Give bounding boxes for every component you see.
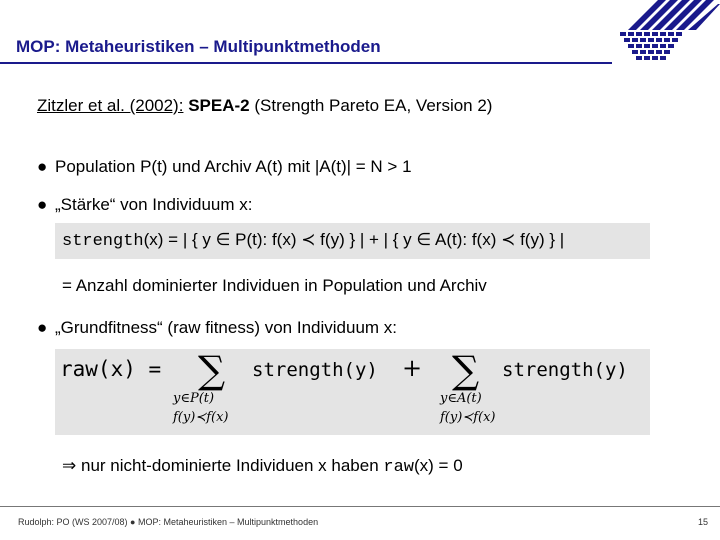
bullet-marker: ● — [37, 157, 48, 176]
sum-symbol: ∑ — [198, 349, 226, 392]
title-rule — [0, 62, 612, 64]
footer-text: Rudolph: PO (WS 2007/08) ● MOP: Metaheuristiken – Multipunktmethoden — [18, 517, 319, 527]
strength-function-name: strength — [62, 232, 144, 251]
slide-title: MOP: Metaheuristiken – Multipunktmethoden — [16, 37, 381, 56]
sum-condition-population: f(y)≺f(x) — [173, 410, 229, 425]
conclusion-result: (x) = 0 — [414, 456, 463, 475]
footer-rule — [0, 506, 720, 507]
raw-function-name: raw — [383, 458, 415, 477]
sum-subscript-population: y∈P(t) — [173, 391, 215, 406]
bullet-marker: ● — [37, 318, 48, 337]
strength-formula — [62, 230, 564, 251]
strength-expression: (x) = | { y ∈ P(t): f(x) ≺ f(y) } | + | { y ∈ A(t): f(x) ≺ f(y) } | — [143, 230, 565, 249]
bullet-strength — [37, 195, 252, 215]
conclusion-line — [62, 456, 463, 477]
reference-line — [37, 96, 492, 116]
bullet-population — [37, 157, 412, 177]
bullet-marker: ● — [37, 195, 48, 214]
sum-condition-archive: f(y)≺f(x) — [440, 410, 496, 425]
sum-subscript-archive: y∈A(t) — [440, 391, 482, 406]
conclusion-text: nur nicht-dominierte Individuen x haben — [80, 456, 379, 475]
bullet-text: „Grundfitness“ (raw fitness) von Individuum x: — [55, 318, 398, 337]
algorithm-name: SPEA-2 — [188, 96, 250, 115]
bullet-text: Population P(t) und Archiv A(t) mit |A(t)| = N > 1 — [55, 157, 412, 176]
university-logo — [618, 0, 720, 70]
reference-authors: Zitzler et al. (2002): — [37, 96, 184, 115]
raw-lhs: raw(x) = — [60, 357, 162, 381]
bullet-raw-fitness — [37, 318, 397, 338]
raw-fitness-formula — [55, 349, 650, 435]
plus-sign: + — [402, 354, 423, 382]
sum-symbol: ∑ — [452, 349, 480, 392]
strength-term: strength(y) — [252, 359, 378, 381]
strength-term: strength(y) — [502, 359, 628, 381]
implies-icon: ⇒ — [62, 456, 77, 475]
bullet-text: „Stärke“ von Individuum x: — [55, 195, 253, 214]
algorithm-description: (Strength Pareto EA, Version 2) — [254, 96, 493, 115]
strength-note: = Anzahl dominierter Individuen in Population und Archiv — [62, 276, 487, 295]
page-number: 15 — [697, 517, 708, 527]
